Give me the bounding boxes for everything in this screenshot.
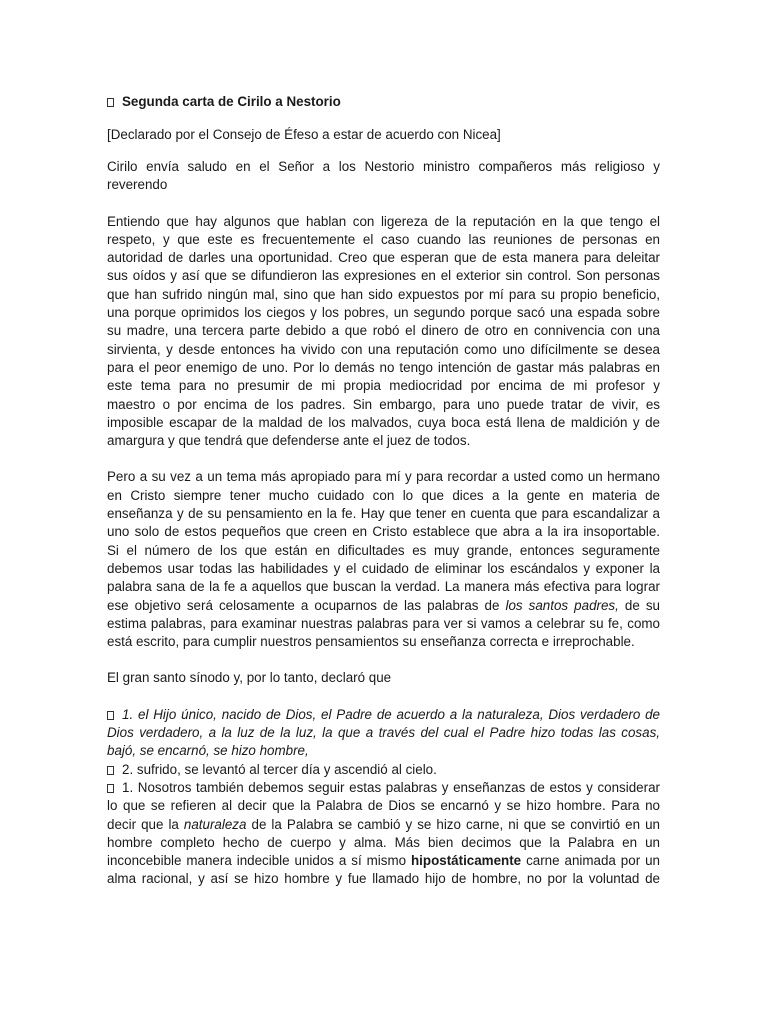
item-1-line: Dios verdadero, a la luz de la luz, la que a través del cual el Padre hizo todas las cosas, [107,725,660,741]
text-line: estima palabras, para examinar nuestras palabras para ver si vamos a celebrar su fe, como [107,615,660,631]
numbered-items [107,706,660,889]
bold-run: hipostáticamente [411,853,522,869]
text-line: maestro o por encima de los padres. Sin embargo, para uno puede tratar de vivir, es [107,396,660,412]
text-line: respeto, y que este es frecuentemente el caso cuando las reuniones de personas en [107,231,660,247]
text-line: este tema para no presumir de mi propia mediocridad por encima de mi profesor y [107,378,660,394]
item-2-line [107,761,660,779]
text-line: que han sufrido ningún mal, sino que han sido expuestos por mí para su propio beneficio, [107,286,660,302]
text-line: sirvienta, y desde entonces ha vivido con una reputación como uno difícilmente se desea [107,341,660,357]
item-1-line [107,706,660,724]
item-3-line: alma racional, y así se hizo hombre y fue llamado hijo de hombre, no por la voluntad de [107,871,660,887]
text-line: enseñanza y de su pensamiento en la fe. Hay que tener en cuenta que para escandalizar a [107,506,660,522]
text-line: reverendo [107,177,168,193]
text-run: 1. Nosotros también debemos seguir estas palabras y enseñanzas de estos y considerar [122,779,660,795]
italic-run: naturaleza [183,816,247,832]
text-run: 1. el Hijo único, nacido de Dios, el Padre de acuerdo a la naturaleza, Dios verdadero de [122,706,660,722]
text-run: ese objetivo será celosamente a ocuparnos de las palabras de [107,597,506,613]
text-line: sus oídos y así que se difundieron las expresiones en el exterior sin control. Son personas [107,268,660,284]
text-line: una porque oprimidos los ciegos y los pobres, un segundo porque sacó una espada sobre [107,305,660,321]
missing-glyph-icon [107,98,114,107]
paragraph-3 [107,669,660,687]
document-title [107,91,660,113]
text-run: decir que la [107,816,184,832]
text-run: de su [618,597,660,613]
text-line-with-italic [107,597,660,615]
missing-glyph-icon [107,784,114,793]
text-line: está escrito, para cumplir nuestros pensamientos su enseñanza correcta e irreprochable. [107,634,635,650]
text-line: Pero a su vez a un tema más apropiado para mí y para recordar a usted como un hermano [107,469,660,485]
text-line: Entiendo que hay algunos que hablan con ligereza de la reputación en la que tengo el [107,213,660,229]
text-line: El gran santo sínodo y, por lo tanto, declaró que [107,670,392,686]
text-line: para el peor enemigo de uno. Por lo demás no tengo intención de gastar más palabras en [107,359,660,375]
text-line: palabra sana de la fe a aquellos que buscan la verdad. La manera más efectiva para lograr [107,579,660,595]
missing-glyph-icon [107,766,114,775]
document-subtitle: [Declarado por el Consejo de Éfeso a estar de acuerdo con Nicea] [107,127,501,142]
item-3-line: hombre completo hecho de cuerpo y alma. Más bien decimos que la Palabra en un [107,834,660,850]
greeting-paragraph [107,158,660,195]
text-line: imposible escapar de la maldad de los malvados, cuya boca está llena de maldición y de [107,414,660,430]
text-run: inconcebible manera indecible unidos a sí mismo [107,853,411,869]
italic-run: los santos padres, [505,597,619,613]
text-run: 2. sufrido, se levantó al tercer día y ascendió al cielo. [122,761,437,777]
text-line: su madre, una tercera parte debido a que robó el dinero de otro en connivencia con una [107,323,660,339]
paragraph-2 [107,468,660,651]
item-3-line [107,779,660,797]
title-text: Segunda carta de Cirilo a Nestorio [122,94,341,109]
text-line: Cirilo envía saludo en el Señor a los Nestorio ministro compañeros más religioso y [107,159,660,174]
text-line: autoridad de darles una oportunidad. Creo que esperan que de esta manera para deleitar [107,250,660,266]
item-1-line: bajó, se encarnó, se hizo hombre, [107,743,309,759]
text-run: carne animada por un [521,853,660,869]
text-line: en Cristo siempre tener mucho cuidado con lo que dices a la gente en materia de [107,487,660,503]
missing-glyph-icon [107,711,114,720]
item-3-line [107,852,660,870]
text-line: Si el número de los que están en dificultades es muy grande, entonces seguramente [107,542,660,558]
item-3-line [107,816,660,834]
text-line: uno solo de estos pequeños que creen en Cristo establece que abra a la ira insoportable. [107,524,660,540]
text-line: debemos usar todas las habilidades y el cuidado de eliminar los escándalos y exponer la [107,560,660,576]
text-line: amargura y que tendrá que defenderse ante el juez de todos. [107,433,471,449]
paragraph-1 [107,213,660,451]
document-page [107,91,660,889]
item-3-line: lo que se refieren al decir que la Palabra de Dios se encarnó y se hizo hombre. Para no [107,798,660,814]
text-run: de la Palabra se cambió y se hizo carne, ni que se convirtió en un [246,816,660,832]
